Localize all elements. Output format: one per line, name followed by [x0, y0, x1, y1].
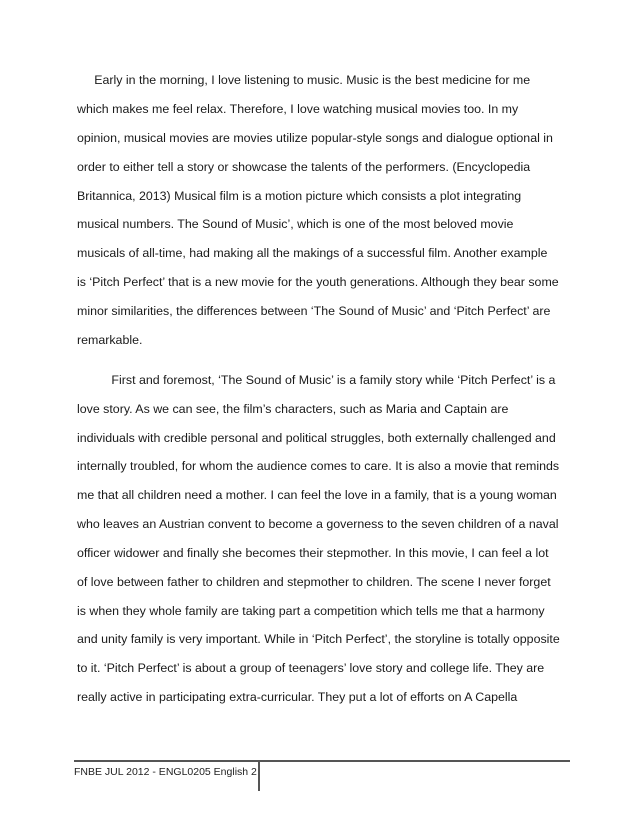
text-line: minor similarities, the differences between ‘The Sound of Music’ and ‘Pitch Perfect’ are	[77, 304, 551, 318]
footer-divider	[258, 761, 260, 791]
text-line: to it. ‘Pitch Perfect’ is about a group of teenagers’ love story and college life. They are	[77, 661, 545, 675]
text-line: which makes me feel relax. Therefore, I love watching musical movies too. In my	[77, 102, 519, 116]
text-line: remarkable.	[77, 333, 143, 347]
text-line: of love between father to children and stepmother to children. The scene I never forget	[77, 575, 551, 589]
text-line: musicals of all-time, had making all the makings of a successful film. Another example	[77, 246, 548, 260]
text-line: officer widower and finally she becomes their stepmother. In this movie, I can feel a lot	[77, 546, 549, 560]
text-line: internally troubled, for whom the audience comes to care. It is also a movie that reminds	[77, 459, 560, 473]
text-line: individuals with credible personal and political struggles, both externally challenged and	[77, 431, 556, 445]
text-line: Early in the morning, I love listening to music. Music is the best medicine for me	[77, 73, 531, 87]
text-line: is ‘Pitch Perfect’ that is a new movie for the youth generations. Although they bear some	[77, 275, 559, 289]
text-line: who leaves an Austrian convent to become a governess to the seven children of a naval	[77, 517, 559, 531]
text-line: is when they whole family are taking part a competition which tells me that a harmony	[77, 604, 545, 618]
text-line: First and foremost, ‘The Sound of Music’ is a family story while ‘Pitch Perfect’ is a	[77, 373, 556, 387]
text-line: love story. As we can see, the film’s characters, such as Maria and Captain are	[77, 402, 509, 416]
footer-rule	[74, 760, 570, 762]
footer-text: FNBE JUL 2012 - ENGL0205 English 2	[74, 766, 257, 778]
text-line: really active in participating extra-curricular. They put a lot of efforts on A Capella	[77, 690, 518, 704]
text-line: opinion, musical movies are movies utilize popular-style songs and dialogue optional in	[77, 131, 553, 145]
text-line: and unity family is very important. While in ‘Pitch Perfect’, the storyline is totally opposite	[77, 632, 560, 646]
text-line: me that all children need a mother. I can feel the love in a family, that is a young woman	[77, 488, 557, 502]
text-line: order to either tell a story or showcase the talents of the performers. (Encyclopedia	[77, 160, 531, 174]
text-line: Britannica, 2013) Musical film is a motion picture which consists a plot integrating	[77, 189, 522, 203]
text-line: musical numbers. The Sound of Music’, which is one of the most beloved movie	[77, 217, 514, 231]
